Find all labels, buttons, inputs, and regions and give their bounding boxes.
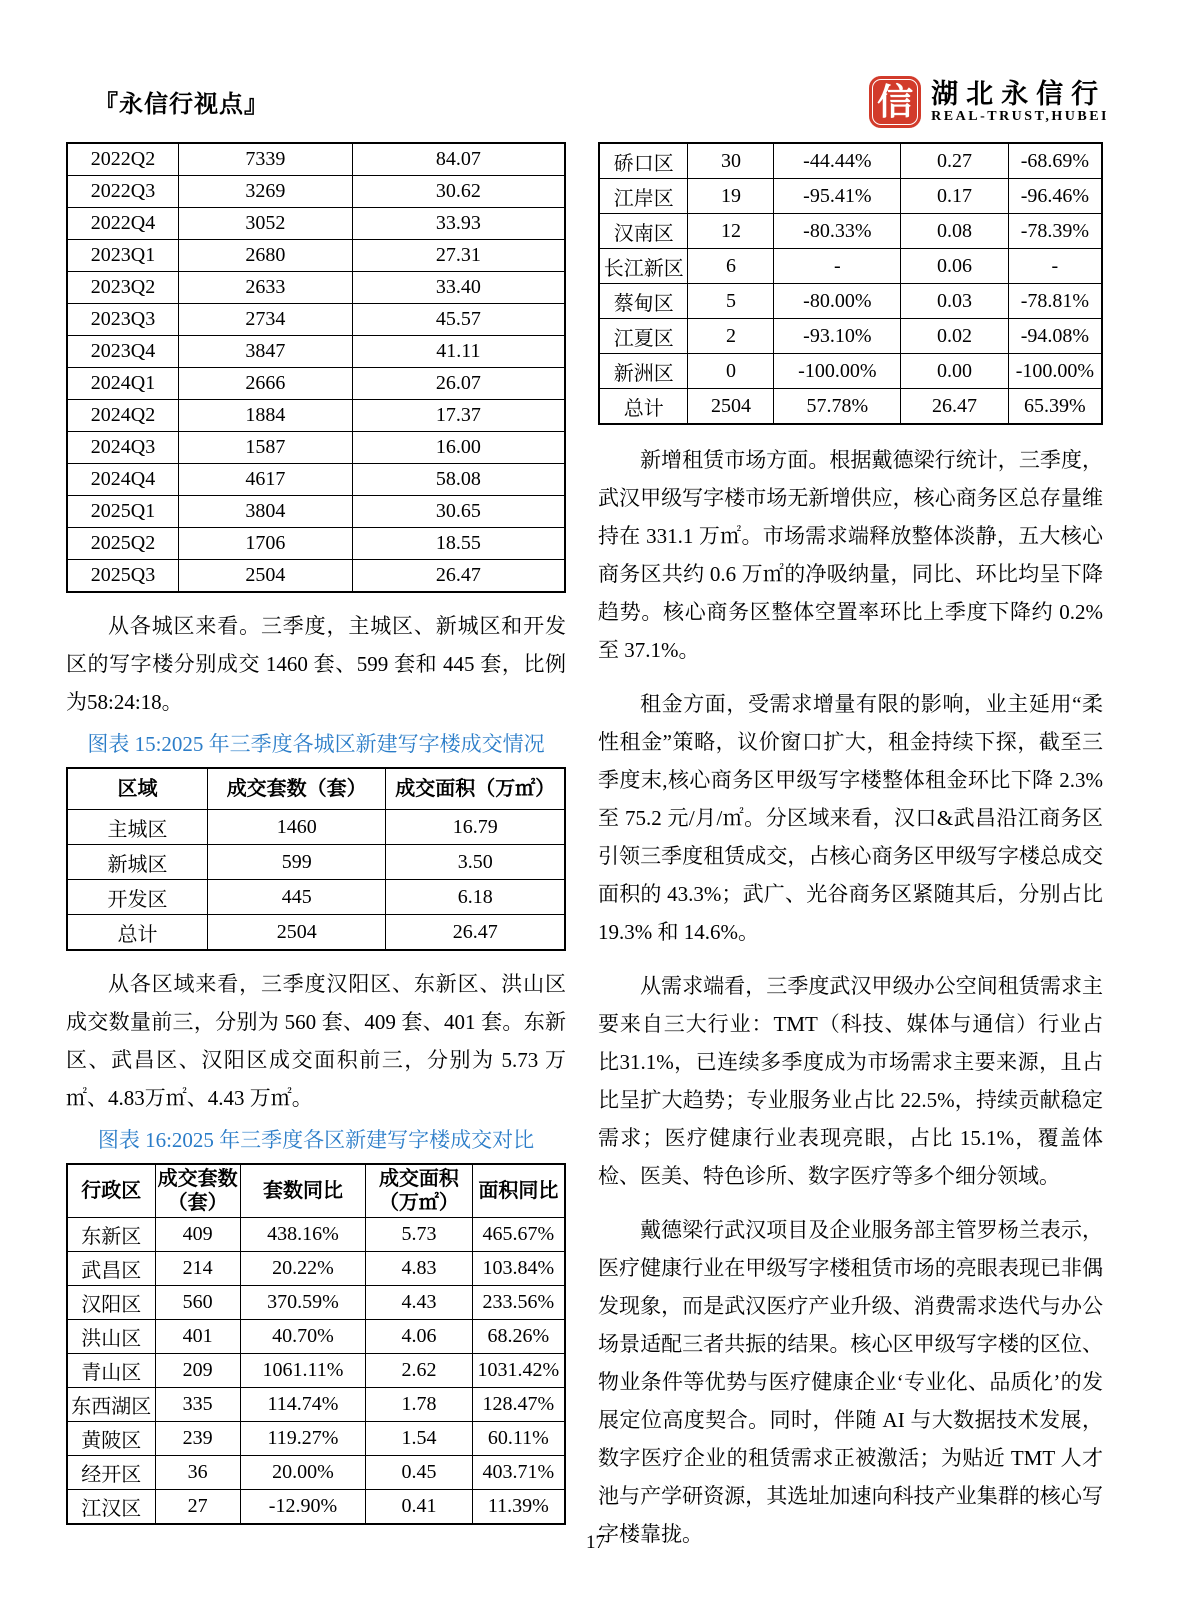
column-header: 成交套数（套） — [207, 768, 386, 810]
table-cell: 6 — [688, 249, 774, 284]
paragraph-rent: 租金方面，受需求增量有限的影响，业主延用“柔性租金”策略，议价窗口扩大，租金持续下探，截至三季度末,核心商务区甲级写字楼整体租金环比下降 2.3%至 75.2 元/月/㎡。分区域来看，汉口&武昌沿江商务区引领三季度租赁成交，占核心商务区甲级写字楼总成交面积的 43.3%；武广、光谷商务区紧随其后，分别占比19.3% 和 14.6%。 — [598, 692, 1103, 944]
table-row — [67, 176, 565, 208]
table-row — [599, 179, 1102, 214]
table-row — [67, 400, 565, 432]
table-cell: 119.27% — [240, 1422, 365, 1456]
table-cell: 33.93 — [352, 208, 565, 240]
table-cell: 114.74% — [240, 1388, 365, 1422]
table-row — [599, 319, 1102, 354]
table-row — [67, 304, 565, 336]
table-cell: 4.06 — [366, 1320, 473, 1354]
column-header: 成交面积（万㎡） — [386, 768, 565, 810]
table-cell: 0.06 — [901, 249, 1009, 284]
company-logo-text — [931, 79, 1109, 125]
table-cell: 3.50 — [386, 845, 565, 880]
column-header: 区域 — [67, 768, 207, 810]
company-name: 湖北永信行 — [931, 79, 1107, 109]
table-row — [67, 1354, 565, 1388]
table-cell: 3269 — [178, 176, 352, 208]
table-cell: 0 — [688, 354, 774, 389]
table-row — [67, 810, 565, 845]
column-header: 成交套数（套） — [155, 1164, 240, 1218]
table-cell: 599 — [207, 845, 386, 880]
table-cell: 2504 — [207, 915, 386, 951]
table-cell: 445 — [207, 880, 386, 915]
table-cell: 武昌区 — [67, 1252, 155, 1286]
table-cell: 16.00 — [352, 432, 565, 464]
table-cell: 57.78% — [774, 389, 901, 425]
table-cell: 84.07 — [352, 143, 565, 176]
table-row — [67, 1422, 565, 1456]
table-cell: 26.07 — [352, 368, 565, 400]
table-cell: 3804 — [178, 496, 352, 528]
table-cell: 2504 — [688, 389, 774, 425]
table-cell: 2023Q3 — [67, 304, 178, 336]
table-row — [67, 272, 565, 304]
table-cell: 2023Q1 — [67, 240, 178, 272]
table-header-row — [67, 768, 565, 810]
column-header: 行政区 — [67, 1164, 155, 1218]
table-row — [67, 880, 565, 915]
table-cell: 经开区 — [67, 1456, 155, 1490]
table-cell: 2022Q2 — [67, 143, 178, 176]
table-row — [67, 1252, 565, 1286]
table-cell: 60.11% — [472, 1422, 565, 1456]
table-cell: -80.33% — [774, 214, 901, 249]
table-row — [67, 915, 565, 951]
table-cell: 硚口区 — [599, 143, 688, 179]
table-cell: 214 — [155, 1252, 240, 1286]
table-cell: 370.59% — [240, 1286, 365, 1320]
table-cell: 438.16% — [240, 1218, 365, 1252]
table-cell: 11.39% — [472, 1490, 565, 1525]
paragraph-demand: 从需求端看，三季度武汉甲级办公空间租赁需求主要来自三大行业：TMT（科技、媒体与通信）行业占比31.1%，已连续多季度成为市场需求主要来源，且占比呈扩大趋势；专业服务业占比 22.5%，持续贡献稳定需求；医疗健康行业表现亮眼，占比 15.1%，覆盖体检、医美、特色诊所、数字医疗等多个细分领域。 — [598, 974, 1103, 1188]
table-row — [599, 284, 1102, 319]
table-cell: 58.08 — [352, 464, 565, 496]
table-cell: 2024Q1 — [67, 368, 178, 400]
table-cell: 0.17 — [901, 179, 1009, 214]
table-cell: 5.73 — [366, 1218, 473, 1252]
page-number: 17 — [586, 1532, 605, 1553]
table-cell: 长江新区 — [599, 249, 688, 284]
figure16-table — [66, 1163, 566, 1525]
table-cell: -100.00% — [774, 354, 901, 389]
figure15-table — [66, 767, 566, 951]
table-cell: 36 — [155, 1456, 240, 1490]
left-column — [66, 142, 566, 1553]
table-cell: 0.00 — [901, 354, 1009, 389]
table-cell: 233.56% — [472, 1286, 565, 1320]
table-cell: 4617 — [178, 464, 352, 496]
table-cell: 3052 — [178, 208, 352, 240]
table-cell: 409 — [155, 1218, 240, 1252]
table-cell: -78.81% — [1008, 284, 1102, 319]
table-cell: 1.78 — [366, 1388, 473, 1422]
table-cell: 江汉区 — [67, 1490, 155, 1525]
table-row — [599, 389, 1102, 425]
right-column — [598, 142, 1103, 1553]
table-cell: 2024Q4 — [67, 464, 178, 496]
table-row — [67, 143, 565, 176]
table-row — [67, 1218, 565, 1252]
page-footer — [0, 1532, 1191, 1554]
table-cell: 5 — [688, 284, 774, 319]
table-cell: 45.57 — [352, 304, 565, 336]
table-cell: 4.83 — [366, 1252, 473, 1286]
table-row — [67, 845, 565, 880]
table-row — [67, 1456, 565, 1490]
table-cell: 12 — [688, 214, 774, 249]
table-cell: 黄陂区 — [67, 1422, 155, 1456]
table-cell: 465.67% — [472, 1218, 565, 1252]
table-cell: 蔡甸区 — [599, 284, 688, 319]
figure16-caption: 图表 16:2025 年三季度各区新建写字楼成交对比 — [97, 1128, 535, 1152]
table-cell: 2504 — [178, 560, 352, 593]
table-cell: - — [1008, 249, 1102, 284]
company-logo — [869, 76, 1109, 128]
table-cell: -93.10% — [774, 319, 901, 354]
company-logo-icon: 信 — [869, 76, 921, 128]
page-columns — [66, 142, 1103, 1553]
table-cell: 2022Q3 — [67, 176, 178, 208]
column-header: 成交面积（万㎡） — [366, 1164, 473, 1218]
district-comparison-table-continued — [598, 142, 1103, 425]
table-cell: 1706 — [178, 528, 352, 560]
quarterly-transactions-table — [66, 142, 566, 593]
table-cell: 汉阳区 — [67, 1286, 155, 1320]
table-cell: - — [774, 249, 901, 284]
table-cell: 103.84% — [472, 1252, 565, 1286]
table-cell: 0.02 — [901, 319, 1009, 354]
table-row — [599, 249, 1102, 284]
table-cell: 26.47 — [386, 915, 565, 951]
table-cell: -94.08% — [1008, 319, 1102, 354]
table-cell: 2734 — [178, 304, 352, 336]
table-cell: 128.47% — [472, 1388, 565, 1422]
table-cell: 65.39% — [1008, 389, 1102, 425]
table-cell: 2024Q2 — [67, 400, 178, 432]
table-cell: 2025Q2 — [67, 528, 178, 560]
table-cell: 30 — [688, 143, 774, 179]
table-cell: 20.22% — [240, 1252, 365, 1286]
table-cell: 主城区 — [67, 810, 207, 845]
table-cell: 1031.42% — [472, 1354, 565, 1388]
table-cell: 2022Q4 — [67, 208, 178, 240]
table-cell: 20.00% — [240, 1456, 365, 1490]
table-cell: 0.45 — [366, 1456, 473, 1490]
table-cell: 3847 — [178, 336, 352, 368]
figure15-caption: 图表 15:2025 年三季度各城区新建写字楼成交情况 — [87, 732, 545, 756]
table-cell: 401 — [155, 1320, 240, 1354]
table-cell: -12.90% — [240, 1490, 365, 1525]
table-cell: 1.54 — [366, 1422, 473, 1456]
table-cell: 东新区 — [67, 1218, 155, 1252]
table-cell: 江夏区 — [599, 319, 688, 354]
table-cell: 2023Q2 — [67, 272, 178, 304]
company-name-en: REAL-TRUST,HUBEI — [931, 109, 1109, 124]
table-header-row — [67, 1164, 565, 1218]
table-row — [67, 496, 565, 528]
masthead-title: 『永信行视点』 — [94, 91, 269, 118]
table-cell: 1587 — [178, 432, 352, 464]
table-row — [599, 354, 1102, 389]
table-row — [67, 1286, 565, 1320]
paragraph-city-summary: 从各城区来看。三季度，主城区、新城区和开发区的写字楼分别成交 1460 套、599 套和 445 套，比例为58:24:18。 — [66, 614, 566, 714]
table-cell: 0.27 — [901, 143, 1009, 179]
table-cell: 4.43 — [366, 1286, 473, 1320]
table-row — [67, 368, 565, 400]
table-cell: 总计 — [599, 389, 688, 425]
table-cell: 30.62 — [352, 176, 565, 208]
paragraph-new-lease-market: 新增租赁市场方面。根据戴德梁行统计，三季度，武汉甲级写字楼市场无新增供应，核心商务区总存量维持在 331.1 万㎡。市场需求端释放整体淡静，五大核心商务区共约 0.6 万㎡的净吸纳量，同比、环比均呈下降趋势。核心商务区整体空置率环比上季度下降约 0.2%至 37.1%。 — [598, 448, 1103, 662]
table-cell: 19 — [688, 179, 774, 214]
table-cell: 0.08 — [901, 214, 1009, 249]
table-cell: 27.31 — [352, 240, 565, 272]
table-cell: 东西湖区 — [67, 1388, 155, 1422]
column-header: 面积同比 — [472, 1164, 565, 1218]
paragraph-district-summary: 从各区域来看，三季度汉阳区、东新区、洪山区成交数量前三，分别为 560 套、409 套、401 套。东新区、武昌区、汉阳区成交面积前三，分别为 5.73 万㎡、4.83万㎡、4.43 万㎡。 — [66, 972, 566, 1110]
table-cell: -95.41% — [774, 179, 901, 214]
table-cell: 2680 — [178, 240, 352, 272]
table-cell: 2.62 — [366, 1354, 473, 1388]
column-header: 套数同比 — [240, 1164, 365, 1218]
table-cell: 0.41 — [366, 1490, 473, 1525]
table-cell: 27 — [155, 1490, 240, 1525]
table-cell: -68.69% — [1008, 143, 1102, 179]
table-cell: 40.70% — [240, 1320, 365, 1354]
table-cell: 2666 — [178, 368, 352, 400]
table-cell: 26.47 — [901, 389, 1009, 425]
table-cell: 41.11 — [352, 336, 565, 368]
table-cell: 30.65 — [352, 496, 565, 528]
table-row — [67, 208, 565, 240]
table-cell: 1460 — [207, 810, 386, 845]
table-row — [67, 1490, 565, 1525]
table-cell: 209 — [155, 1354, 240, 1388]
table-cell: 18.55 — [352, 528, 565, 560]
table-row — [599, 143, 1102, 179]
table-cell: 17.37 — [352, 400, 565, 432]
table-cell: 1061.11% — [240, 1354, 365, 1388]
table-cell: 16.79 — [386, 810, 565, 845]
table-cell: 总计 — [67, 915, 207, 951]
table-cell: 青山区 — [67, 1354, 155, 1388]
table-cell: 2025Q3 — [67, 560, 178, 593]
table-cell: -78.39% — [1008, 214, 1102, 249]
table-cell: 403.71% — [472, 1456, 565, 1490]
table-cell: 1884 — [178, 400, 352, 432]
table-cell: 335 — [155, 1388, 240, 1422]
table-row — [67, 464, 565, 496]
table-cell: 26.47 — [352, 560, 565, 593]
table-cell: 2025Q1 — [67, 496, 178, 528]
table-cell: 新洲区 — [599, 354, 688, 389]
table-cell: 开发区 — [67, 880, 207, 915]
table-cell: 江岸区 — [599, 179, 688, 214]
paragraph-expert-comment: 戴德梁行武汉项目及企业服务部主管罗杨兰表示，医疗健康行业在甲级写字楼租赁市场的亮眼表现已非偶发现象，而是武汉医疗产业升级、消费需求迭代与办公场景适配三者共振的结果。核心区甲级写字楼的区位、物业条件等优势与医疗健康企业‘专业化、品质化’的发展定位高度契合。同时，伴随 AI 与大数据技术发展，数字医疗企业的租赁需求正被激活；为贴近 TMT 人才池与产学研资源，其选址加速向科技产业集群的核心写字楼靠拢。 — [598, 1218, 1103, 1546]
table-cell: -96.46% — [1008, 179, 1102, 214]
table-row — [67, 560, 565, 593]
table-cell: 0.03 — [901, 284, 1009, 319]
table-cell: 6.18 — [386, 880, 565, 915]
table-cell: 2 — [688, 319, 774, 354]
table-cell: 68.26% — [472, 1320, 565, 1354]
table-row — [599, 214, 1102, 249]
table-cell: 560 — [155, 1286, 240, 1320]
table-row — [67, 432, 565, 464]
table-cell: -44.44% — [774, 143, 901, 179]
table-row — [67, 1388, 565, 1422]
table-cell: 2024Q3 — [67, 432, 178, 464]
table-row — [67, 336, 565, 368]
table-cell: 2633 — [178, 272, 352, 304]
table-cell: -100.00% — [1008, 354, 1102, 389]
table-cell: 汉南区 — [599, 214, 688, 249]
table-cell: -80.00% — [774, 284, 901, 319]
table-cell: 7339 — [178, 143, 352, 176]
table-cell: 239 — [155, 1422, 240, 1456]
table-cell: 新城区 — [67, 845, 207, 880]
table-row — [67, 1320, 565, 1354]
table-row — [67, 240, 565, 272]
table-cell: 洪山区 — [67, 1320, 155, 1354]
table-cell: 33.40 — [352, 272, 565, 304]
table-row — [67, 528, 565, 560]
table-cell: 2023Q4 — [67, 336, 178, 368]
